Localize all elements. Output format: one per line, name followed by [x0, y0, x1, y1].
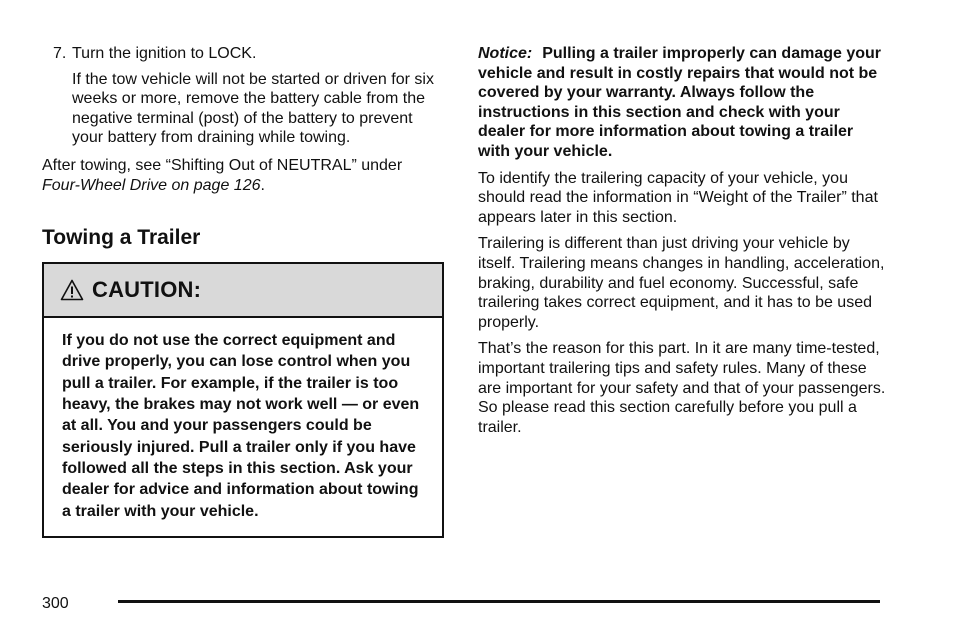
paragraph-reason: That’s the reason for this part. In it are many time-tested, important trailering tips and safety rules. Many of these are important for your safety and that of your passengers. So please read this section carefully before you pull a trailer.: [478, 340, 886, 436]
notice-text: Pulling a trailer improperly can damage your vehicle and result in costly repairs that would not be covered by your warranty. Always follow the instructions in this section and check with your dealer for more information about towing a trailer with your vehicle.: [478, 45, 881, 160]
caution-body: [44, 318, 442, 536]
paragraph-capacity: To identify the trailering capacity of your vehicle, you should read the information in “Weight of the Trailer” that appears later in this section.: [478, 169, 878, 226]
step-detail: If the tow vehicle will not be started or driven for six weeks or more, remove the battery cable from the negative terminal (post) of the battery to prevent your battery from draining while towing.: [72, 70, 434, 147]
right-column: [478, 44, 888, 437]
paragraph-trailering: Trailering is different than just driving your vehicle by itself. Trailering means changes in handling, acceleration, braking, durability and fuel economy. Successful, safe trailering takes correct equipment, and it has to be used properly.: [478, 235, 885, 331]
notice-label: Notice:: [478, 45, 533, 62]
footer-rule: [118, 600, 880, 603]
left-column: [42, 44, 444, 538]
caution-title: CAUTION:: [92, 277, 202, 303]
section-heading: Towing a Trailer: [42, 226, 201, 250]
caution-text: If you do not use the correct equipment and drive properly, you can lose control when you pull a trailer. For example, if the trailer is too heavy, the brakes may not work well — or even at all. You and your passengers could be seriously injured. Pull a trailer only if you have followed all the steps in this section. Ask your dealer for advice and information about towing a trailer with your vehicle.: [62, 332, 420, 520]
cross-reference-link: Four-Wheel Drive on page 126: [42, 176, 261, 194]
caution-box: [42, 262, 444, 538]
step-number: 7.: [53, 45, 67, 62]
notice-block: [478, 44, 888, 162]
after-suffix: .: [260, 176, 265, 194]
step-7: [42, 44, 444, 64]
after-prefix: After towing, see “Shifting Out of NEUTRAL” under: [42, 156, 403, 174]
page-number: 300: [42, 595, 69, 612]
caution-header: [44, 264, 442, 318]
warning-triangle-icon: [60, 279, 84, 301]
step-text: Turn the ignition to LOCK.: [72, 45, 257, 62]
after-towing-text: [42, 156, 444, 195]
